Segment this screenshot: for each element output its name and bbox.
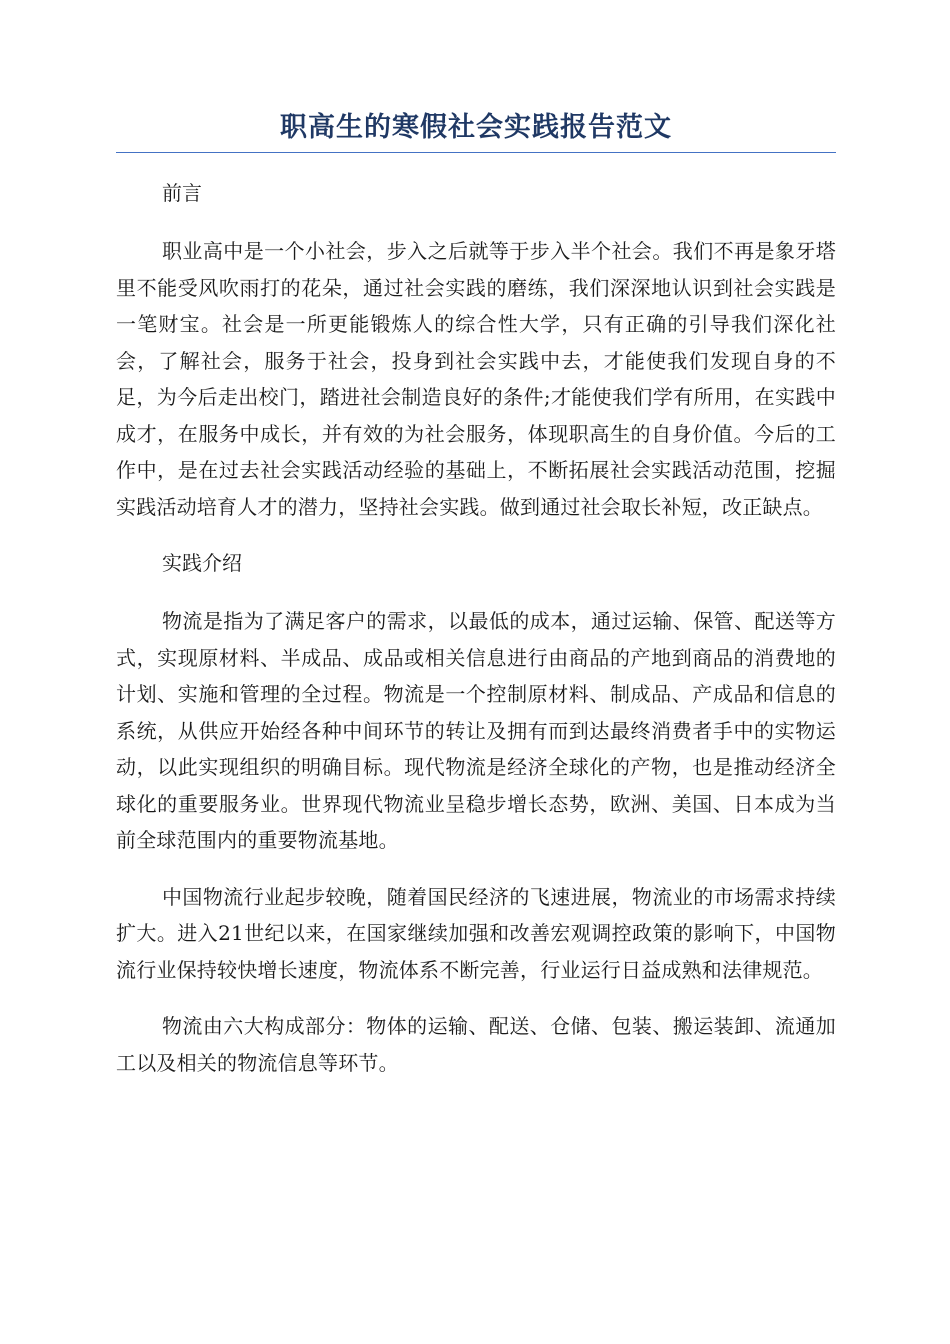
document-page xyxy=(116,108,836,1101)
title-underline xyxy=(116,152,836,153)
section-heading-preface: 前言 xyxy=(162,181,202,205)
paragraph: 物流由六大构成部分：物体的运输、配送、仓储、包装、搬运装卸、流通加工以及相关的物流信息等环节。 xyxy=(116,1014,836,1075)
paragraph: 中国物流行业起步较晚，随着国民经济的飞速进展，物流业的市场需求持续扩大。进入21世纪以来，在国家继续加强和改善宏观调控政策的影响下，中国物流行业保持较快增长速度，物流体系不断完善，行业运行日益成熟和法律规范。 xyxy=(116,884,836,982)
paragraph: 职业高中是一个小社会，步入之后就等于步入半个社会。我们不再是象牙塔里不能受风吹雨打的花朵，通过社会实践的磨练，我们深深地认识到社会实践是一笔财宝。社会是一所更能锻炼人的综合性大学，只有正确的引导我们深化社会，了解社会，服务于社会，投身到社会实践中去，才能使我们发现自身的不足，为今后走出校门，踏进社会制造良好的条件;才能使我们学有所用，在实践中成才，在服务中成长，并有效的为社会服务，体现职高生的自身价值。今后的工作中，是在过去社会实践活动经验的基础上，不断拓展社会实践活动范围，挖掘实践活动培育人才的潜力，坚持社会实践。做到通过社会取长补短，改正缺点。 xyxy=(116,239,836,519)
paragraph: 物流是指为了满足客户的需求，以最低的成本，通过运输、保管、配送等方式，实现原材料、半成品、成品或相关信息进行由商品的产地到商品的消费地的计划、实施和管理的全过程。物流是一个控制原材料、制成品、产成品和信息的系统，从供应开始经各种中间环节的转让及拥有而到达最终消费者手中的实物运动，以此实现组织的明确目标。现代物流是经济全球化的产物，也是推动经济全球化的重要服务业。世界现代物流业呈稳步增长态势，欧洲、美国、日本成为当前全球范围内的重要物流基地。 xyxy=(116,609,836,852)
document-title: 职高生的寒假社会实践报告范文 xyxy=(280,112,672,143)
section-heading-practice-intro: 实践介绍 xyxy=(162,551,242,575)
